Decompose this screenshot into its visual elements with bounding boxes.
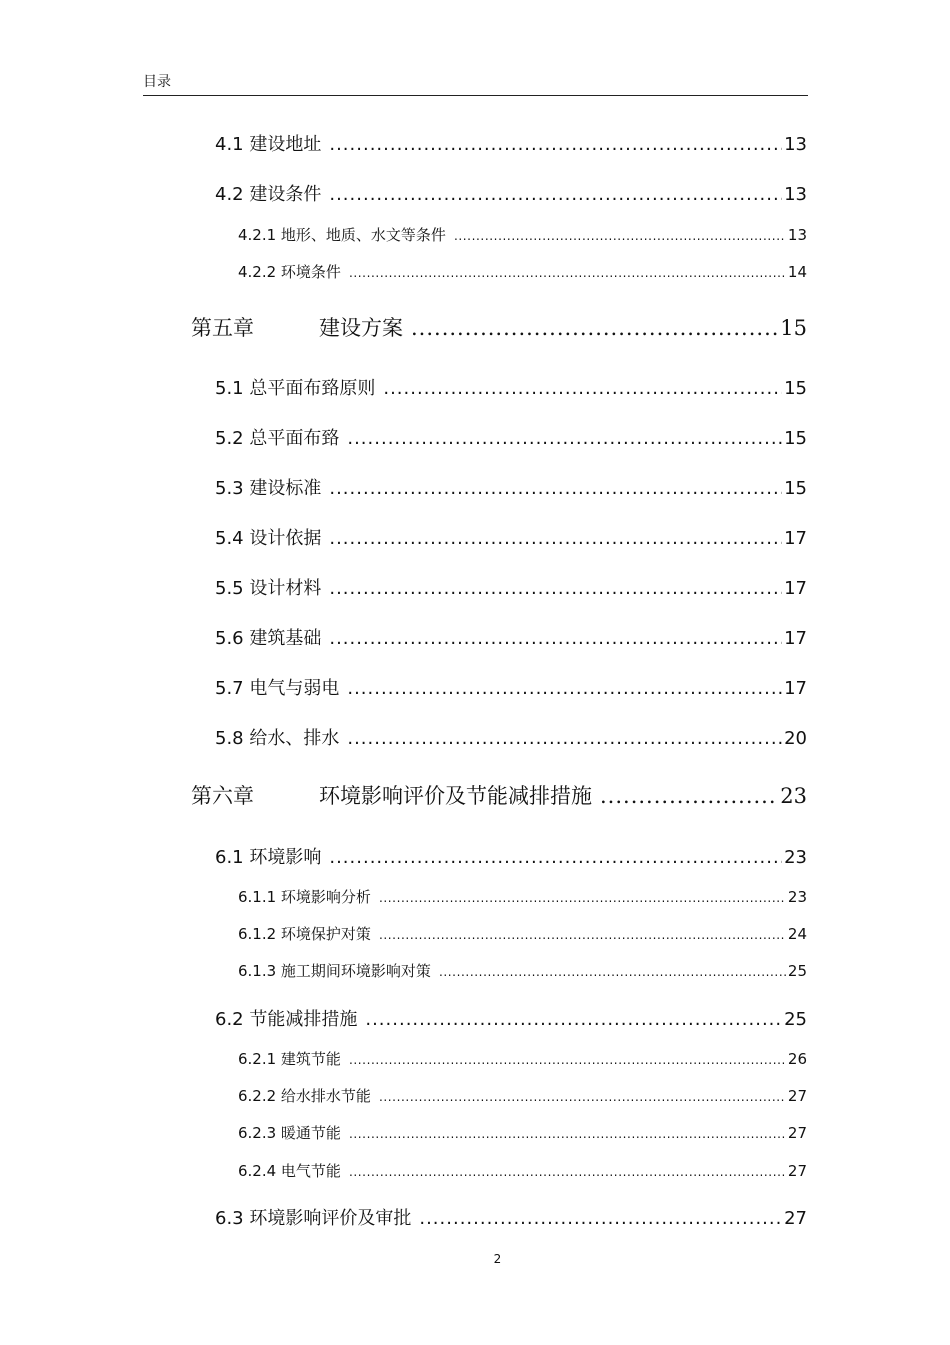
toc-entry-section[interactable] <box>215 674 807 700</box>
dot-leader <box>600 784 778 808</box>
dot-leader <box>347 428 782 449</box>
toc-entry-label: 4.2.1 地形、地质、水文等条件 <box>238 226 446 244</box>
toc-entry-label: 5.7 电气与弱电 <box>215 678 340 699</box>
page-number: 2 <box>493 1252 502 1266</box>
dot-leader <box>329 184 782 205</box>
toc-entry-section[interactable] <box>215 130 807 156</box>
dot-leader <box>439 965 786 979</box>
toc-entry-label: 4.2.2 环境条件 <box>238 263 341 281</box>
toc-page-number: 26 <box>787 1050 807 1068</box>
toc-page-number: 25 <box>787 962 807 980</box>
toc-entry-sub[interactable] <box>238 1048 807 1069</box>
chapter-number: 第六章 <box>191 784 254 808</box>
toc-page-number: 13 <box>784 184 807 205</box>
toc-entry-sub[interactable] <box>238 1122 807 1143</box>
toc-page-number: 14 <box>787 263 807 281</box>
toc-entry-section[interactable] <box>215 624 807 650</box>
toc-page-number: 27 <box>784 1208 807 1229</box>
header-title: 目录 <box>143 74 171 90</box>
toc-entry-label: 6.1.1 环境影响分析 <box>238 888 371 906</box>
toc-entry-label: 6.2.4 电气节能 <box>238 1162 341 1180</box>
toc-entry-chapter[interactable] <box>191 780 807 810</box>
toc-page-number: 15 <box>784 428 807 449</box>
toc-page-number: 27 <box>787 1162 807 1180</box>
toc-entry-section[interactable] <box>215 724 807 750</box>
dot-leader <box>347 678 782 699</box>
toc-entry-section[interactable] <box>215 424 807 450</box>
dot-leader <box>349 1053 786 1067</box>
toc-entry-label: 6.2.2 给水排水节能 <box>238 1087 371 1105</box>
toc-entry-sub[interactable] <box>238 261 807 282</box>
toc-entry-label: 6.1 环境影响 <box>215 847 322 868</box>
dot-leader <box>349 1165 786 1179</box>
toc-entry-section[interactable] <box>215 180 807 206</box>
toc-entry-section[interactable] <box>215 1204 807 1230</box>
toc-page-number: 23 <box>787 888 807 906</box>
toc-entry-label: 6.2.1 建筑节能 <box>238 1050 341 1068</box>
toc-page-number: 23 <box>780 784 807 808</box>
toc-entry-chapter[interactable] <box>191 312 807 342</box>
toc-entry-label: 5.5 设计材料 <box>215 578 322 599</box>
toc-page-number: 13 <box>784 134 807 155</box>
toc-page-number: 17 <box>784 578 807 599</box>
toc-page-number: 27 <box>787 1124 807 1142</box>
dot-leader <box>347 728 782 749</box>
toc-page-number: 25 <box>784 1009 807 1030</box>
toc-entry-section[interactable] <box>215 524 807 550</box>
toc-entry-label: 5.4 设计依据 <box>215 528 322 549</box>
dot-leader <box>329 478 782 499</box>
toc-entry-label <box>191 780 592 810</box>
toc-page-number: 27 <box>787 1087 807 1105</box>
dot-leader <box>379 1090 786 1104</box>
toc-entry-sub[interactable] <box>238 886 807 907</box>
toc-entry-label: 5.8 给水、排水 <box>215 728 340 749</box>
toc-entry-section[interactable] <box>215 1005 807 1031</box>
toc-entry-label: 6.2.3 暖通节能 <box>238 1124 341 1142</box>
dot-leader <box>349 1127 786 1141</box>
toc-page-number: 17 <box>784 628 807 649</box>
toc-page-number: 13 <box>787 226 807 244</box>
toc-entry-label: 5.1 总平面布臵原则 <box>215 378 376 399</box>
toc-entry-label: 6.1.3 施工期间环境影响对策 <box>238 962 431 980</box>
dot-leader <box>329 528 782 549</box>
toc-entry-section[interactable] <box>215 374 807 400</box>
dot-leader <box>454 229 786 243</box>
toc-entry-label: 4.1 建设地址 <box>215 134 322 155</box>
toc-entry-sub[interactable] <box>238 960 807 981</box>
toc-page-number: 17 <box>784 528 807 549</box>
dot-leader <box>329 847 782 868</box>
toc-entry-label: 5.2 总平面布臵 <box>215 428 340 449</box>
toc-page-number: 15 <box>784 378 807 399</box>
dot-leader <box>329 578 782 599</box>
toc-entry-sub[interactable] <box>238 1085 807 1106</box>
toc-entry-label: 6.2 节能减排措施 <box>215 1009 358 1030</box>
dot-leader <box>349 266 786 280</box>
toc-entry-sub[interactable] <box>238 224 807 245</box>
chapter-title: 环境影响评价及节能减排措施 <box>319 784 592 808</box>
toc-page-number: 15 <box>784 478 807 499</box>
dot-leader <box>329 134 782 155</box>
dot-leader <box>379 928 786 942</box>
toc-page-number: 17 <box>784 678 807 699</box>
dot-leader <box>365 1009 782 1030</box>
toc-entry-section[interactable] <box>215 843 807 869</box>
dot-leader <box>383 378 782 399</box>
toc-entry-label: 5.3 建设标准 <box>215 478 322 499</box>
toc-page-number: 15 <box>780 316 807 340</box>
toc-entry-section[interactable] <box>215 574 807 600</box>
toc-entry-sub[interactable] <box>238 923 807 944</box>
chapter-number: 第五章 <box>191 316 254 340</box>
toc-page-number: 20 <box>784 728 807 749</box>
toc-entry-label: 4.2 建设条件 <box>215 184 322 205</box>
chapter-title: 建设方案 <box>319 316 403 340</box>
toc-page-number: 23 <box>784 847 807 868</box>
dot-leader <box>379 891 786 905</box>
toc-entry-label: 6.3 环境影响评价及审批 <box>215 1208 412 1229</box>
dot-leader <box>411 316 778 340</box>
toc-entry-label: 6.1.2 环境保护对策 <box>238 925 371 943</box>
toc-page-number: 24 <box>787 925 807 943</box>
dot-leader <box>419 1208 782 1229</box>
toc-entry-label: 5.6 建筑基础 <box>215 628 322 649</box>
toc-entry-sub[interactable] <box>238 1160 807 1181</box>
toc-entry-label <box>191 312 403 342</box>
toc-entry-section[interactable] <box>215 474 807 500</box>
dot-leader <box>329 628 782 649</box>
